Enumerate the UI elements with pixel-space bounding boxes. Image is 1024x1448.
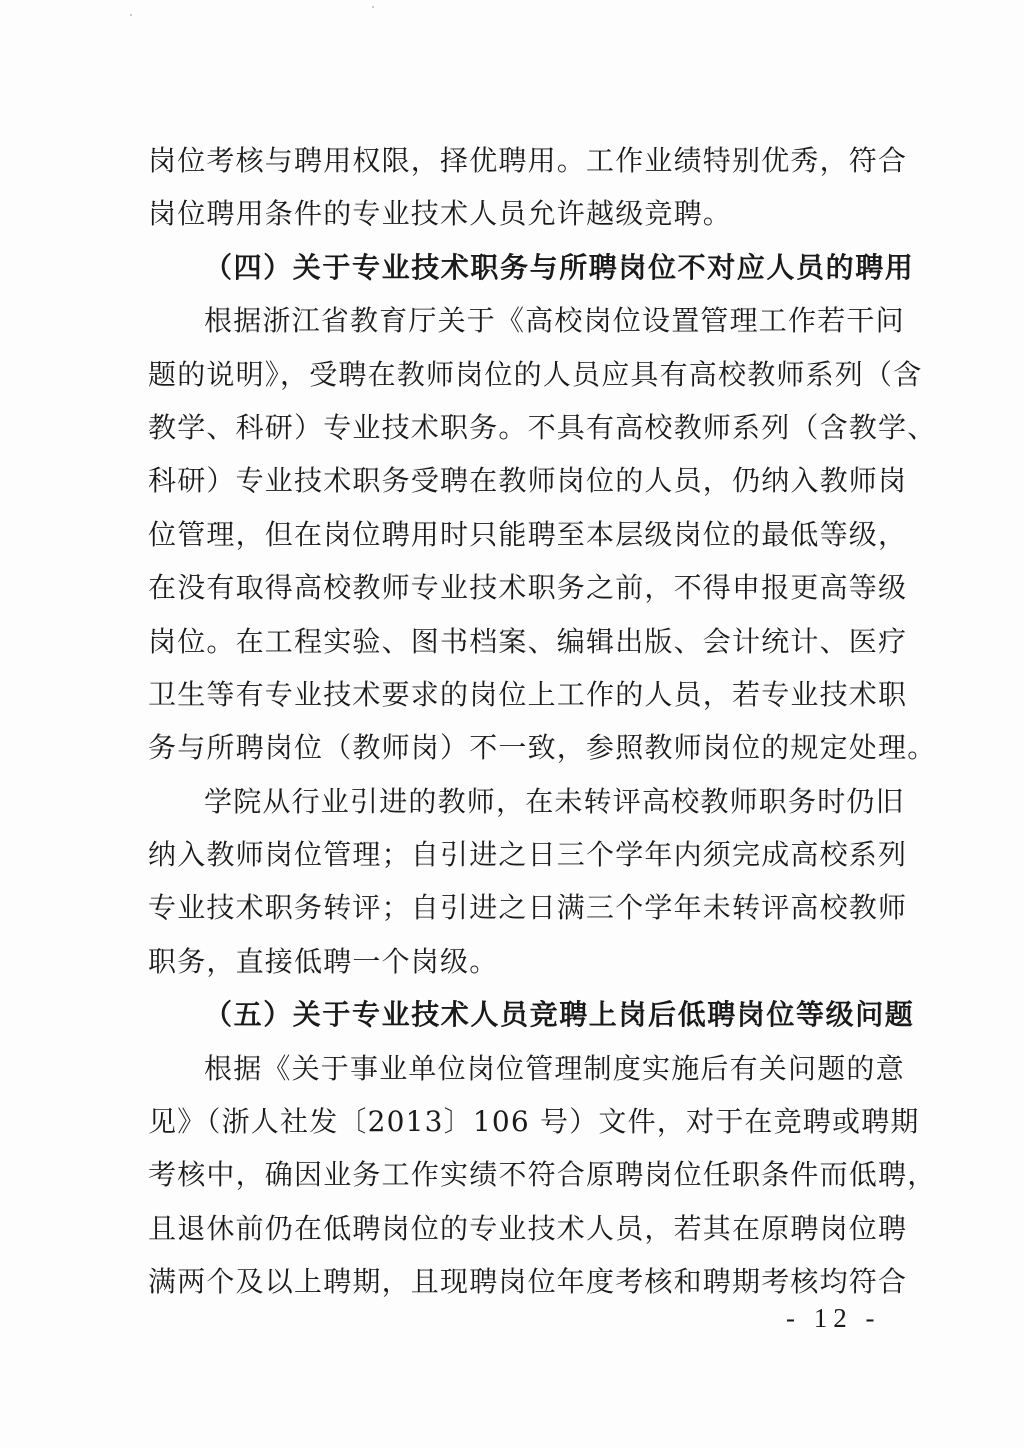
section-heading: （四）关于专业技术职务与所聘岗位不对应人员的聘用: [204, 250, 915, 284]
body-line: 考核中，确因业务工作实绩不符合原聘岗位任职条件而低聘，: [148, 1158, 937, 1192]
scan-artifact: [130, 14, 132, 16]
paragraph-first-line: 学院从行业引进的教师，在未转评高校教师职务时仍旧: [204, 784, 905, 818]
section-heading: （五）关于专业技术人员竞聘上岗后低聘岗位等级问题: [204, 998, 915, 1032]
document-body: [148, 134, 937, 1309]
body-line: 见》（浙人社发〔2013〕106 号）文件，对于在竞聘或聘期: [148, 1105, 920, 1139]
body-line: 科研）专业技术职务受聘在教师岗位的人员，仍纳入教师岗: [148, 464, 908, 498]
body-line: 题的说明》，受聘在教师岗位的人员应具有高校教师系列（含: [148, 357, 923, 391]
page-number: - 12 -: [786, 1303, 881, 1333]
body-line: 卫生等有专业技术要求的岗位上工作的人员，若专业技术职: [148, 677, 908, 711]
body-line: 职务，直接低聘一个岗级。: [148, 944, 499, 978]
body-line: 教学、科研）专业技术职务。不具有高校教师系列（含教学、: [148, 410, 937, 444]
body-line: 纳入教师岗位管理；自引进之日三个学年内须完成高校系列: [148, 838, 908, 872]
body-line: 且退休前仍在低聘岗位的专业技术人员，若其在原聘岗位聘: [148, 1211, 908, 1245]
body-line: 满两个及以上聘期，且现聘岗位年度考核和聘期考核均符合: [148, 1265, 908, 1299]
body-line: 岗位考核与聘用权限，择优聘用。工作业绩特别优秀，符合: [148, 144, 908, 177]
paragraph-first-line: 根据浙江省教育厅关于《高校岗位设置管理工作若干问: [204, 304, 905, 338]
paragraph-first-line: 根据《关于事业单位岗位管理制度实施后有关问题的意: [204, 1051, 905, 1085]
body-line: 专业技术职务转评；自引进之日满三个学年未转评高校教师: [148, 891, 908, 925]
body-line: 位管理，但在岗位聘用时只能聘至本层级岗位的最低等级，: [148, 517, 908, 551]
scan-artifact: [372, 6, 374, 8]
body-line: 务与所聘岗位（教师岗）不一致，参照教师岗位的规定处理。: [148, 731, 937, 765]
body-line: 岗位聘用条件的专业技术人员允许越级竞聘。: [148, 197, 733, 231]
body-line: 在没有取得高校教师专业技术职务之前，不得申报更高等级: [148, 571, 908, 605]
body-line: 岗位。在工程实验、图书档案、编辑出版、会计统计、医疗: [148, 624, 908, 658]
